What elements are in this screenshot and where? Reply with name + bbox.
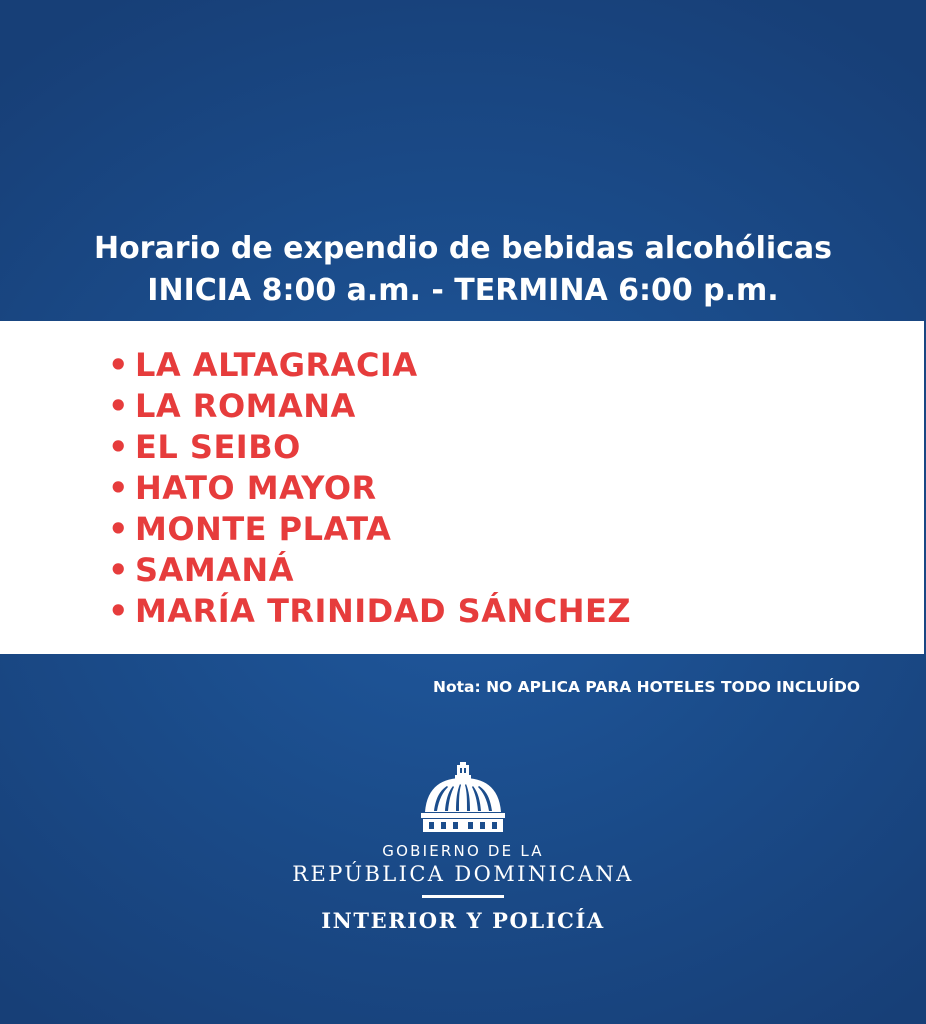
province-name: MONTE PLATA — [135, 510, 392, 548]
bullet-icon: • — [108, 592, 129, 630]
note: Nota: NO APLICA PARA HOTELES TODO INCLUÍDO — [432, 678, 860, 696]
bullet-icon: • — [108, 387, 129, 425]
headline-line-2: INICIA 8:00 a.m. - TERMINA 6:00 p.m. — [147, 273, 779, 308]
bullet-icon: • — [108, 469, 129, 507]
government-logo — [0, 762, 926, 933]
provinces-band — [0, 321, 924, 654]
list-item — [108, 386, 924, 427]
logo-divider — [422, 895, 504, 898]
logo-line-1: GOBIERNO DE LA — [382, 842, 544, 860]
headline — [0, 228, 926, 312]
province-name: EL SEIBO — [135, 428, 301, 466]
list-item — [108, 550, 924, 591]
provinces-list — [0, 321, 924, 632]
province-name: LA ALTAGRACIA — [135, 346, 418, 384]
ministry-name: INTERIOR Y POLICÍA — [321, 908, 605, 933]
bullet-icon: • — [108, 510, 129, 548]
logo-line-2: REPÚBLICA DOMINICANA — [292, 862, 634, 886]
province-name: SAMANÁ — [135, 551, 294, 589]
list-item — [108, 427, 924, 468]
bullet-icon: • — [108, 551, 129, 589]
bullet-icon: • — [108, 428, 129, 466]
province-name: HATO MAYOR — [135, 469, 377, 507]
headline-line-1: Horario de expendio de bebidas alcohólicas — [93, 231, 833, 266]
province-name: LA ROMANA — [135, 387, 356, 425]
province-name: MARÍA TRINIDAD SÁNCHEZ — [135, 592, 632, 630]
list-item — [108, 345, 924, 386]
bullet-icon: • — [108, 346, 129, 384]
list-item — [108, 509, 924, 550]
capitol-dome-icon — [421, 762, 505, 834]
list-item — [108, 591, 924, 632]
list-item — [108, 468, 924, 509]
